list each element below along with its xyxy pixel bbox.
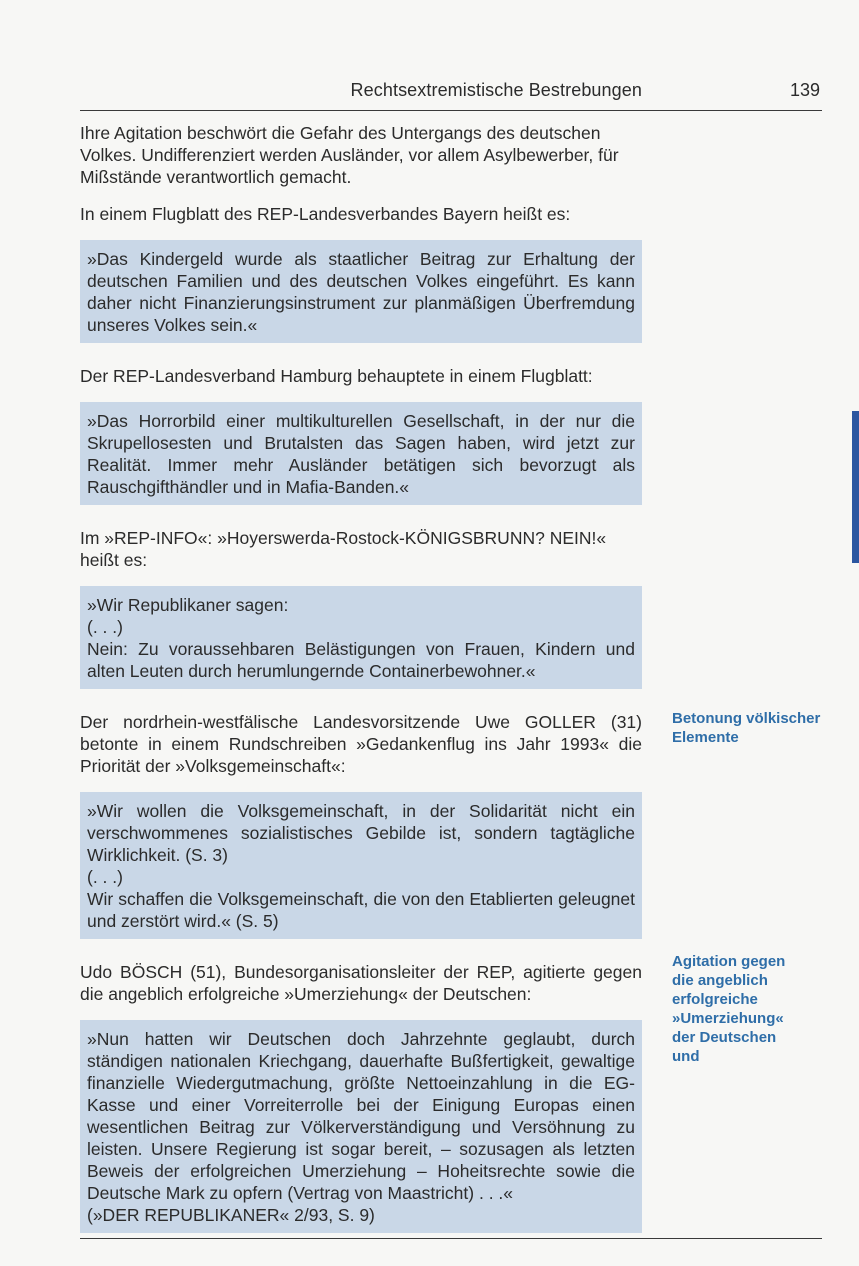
margin-note-line: der Deutschen bbox=[672, 1029, 777, 1046]
quote-bayern: »Das Kindergeld wurde als staatlicher Beitrag zur Erhaltung der deutschen Familien und des deutschen Volkes eingeführt. Es kann daher nicht Finanzierungsinstrument zur planmäßigen Überfremdung unseres Volkes sein.« bbox=[80, 240, 642, 343]
quote-rep-info bbox=[80, 586, 642, 689]
margin-note-umerziehung bbox=[672, 952, 847, 1066]
margin-note-line: »Umerziehung« bbox=[672, 1010, 784, 1027]
quote-ellipsis: (. . .) bbox=[87, 867, 123, 887]
margin-note-line: Betonung völkischer bbox=[672, 710, 821, 727]
margin-note-line: erfolgreiche bbox=[672, 991, 758, 1008]
margin-note-line: Elemente bbox=[672, 729, 739, 746]
page-number: 139 bbox=[789, 80, 820, 100]
paragraph-hamburg-intro: Der REP-Landesverband Hamburg behauptete in einem Flugblatt: bbox=[80, 366, 593, 386]
margin-note-line: Agitation gegen bbox=[672, 953, 786, 970]
paragraph-boesch-intro: Udo BÖSCH (51), Bundesorganisationsleiter der REP, agitierte gegen die angeblich erfolgreiche »Umerziehung« der Deutschen: bbox=[80, 962, 642, 1004]
paragraph-rep-info-intro: Im »REP-INFO«: »Hoyerswerda-Rostock-KÖNIGSBRUNN? NEIN!« heißt es: bbox=[80, 528, 607, 570]
quote-boesch bbox=[80, 1020, 642, 1233]
margin-note-line: und bbox=[672, 1048, 700, 1065]
running-title: Rechtsextremistische Bestrebungen bbox=[350, 80, 642, 100]
main-text-column bbox=[80, 122, 642, 1255]
margin-note-line: die angeblich bbox=[672, 972, 768, 989]
footer-rule bbox=[80, 1238, 822, 1239]
quote-goller bbox=[80, 792, 642, 939]
paragraph-bayern-intro: In einem Flugblatt des REP-Landesverbandes Bayern heißt es: bbox=[80, 204, 571, 224]
chapter-edge-tab bbox=[852, 411, 859, 563]
margin-note-voelkisch bbox=[672, 709, 847, 747]
quote-line: »Wir wollen die Volksgemeinschaft, in der Solidarität nicht ein verschwommenes sozialistisches Gebilde ist, sondern tagtägliche Wirklichkeit. (S. 3) bbox=[87, 801, 635, 865]
quote-line: »Wir Republikaner sagen: bbox=[87, 595, 289, 615]
paragraph-goller-intro: Der nordrhein-westfälische Landesvorsitzende Uwe GOLLER (31) betonte in einem Rundschreiben »Gedankenflug ins Jahr 1993« die Priorität der »Volksgemeinschaft«: bbox=[80, 712, 642, 776]
quote-hamburg: »Das Horrorbild einer multikulturellen Gesellschaft, in der nur die Skrupellosesten und Brutalsten das Sagen haben, wird jetzt zur Realität. Immer mehr Ausländer betätigen sich bevorzugt als Rauschgifthändler und in Mafia-Banden.« bbox=[80, 402, 642, 505]
quote-ellipsis: (. . .) bbox=[87, 617, 123, 637]
page-header bbox=[80, 78, 822, 111]
quote-line: »Nun hatten wir Deutschen doch Jahrzehnte geglaubt, durch ständigen nationalen Kriechgang, dauerhafte Bußfertigkeit, gewaltige finanzielle Wiedergutmachung, größte Nettoeinzahlung in die EG-Kasse und einer Vorreiterrolle bei der Einigung Europas einen wesentlichen Beitrag zur Völkerverständigung und Versöhnung zu leisten. Unsere Regierung ist sogar bereit, – sozusagen als letzten Beweis der erfolgreichen Umerziehung – Hoheitsrechte sowie die Deutsche Mark zu opfern (Vertrag von Maastricht) . . .« bbox=[87, 1029, 635, 1203]
paragraph-agitation: Ihre Agitation beschwört die Gefahr des Untergangs des deutschen Volkes. Undifferenziert werden Ausländer, vor allem Asylbewerber, für Mißstände verantwortlich gemacht. bbox=[80, 123, 619, 187]
quote-source: (»DER REPUBLIKANER« 2/93, S. 9) bbox=[87, 1205, 375, 1225]
quote-line: Nein: Zu voraussehbaren Belästigungen von Frauen, Kindern und alten Leuten durch herumlungernde Containerbewohner.« bbox=[87, 639, 635, 681]
quote-line: Wir schaffen die Volksgemeinschaft, die von den Etablierten geleugnet und zerstört wird.« (S. 5) bbox=[87, 889, 635, 931]
